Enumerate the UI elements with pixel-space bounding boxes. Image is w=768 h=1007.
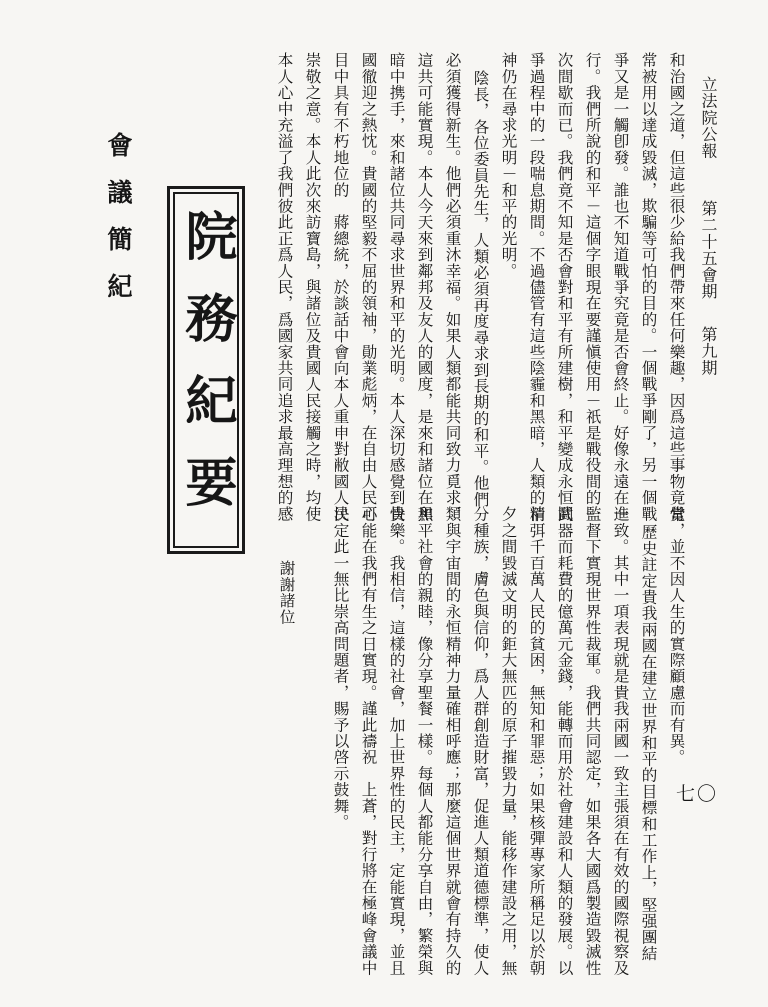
page-header-issue: 第九期 [699,326,718,376]
body-column: 監督下實現世界性裁軍。我們共同認定，如果各大國爲製造毀滅性 [583,506,602,976]
body-column: 暗中携手，來和諸位共同尋求世界和平的光明。本人深切感覺到貴 [387,52,406,522]
body-column: 本人心中充溢了我們彼此正爲人民，爲國家共同追求最高理想的感 [275,52,294,522]
body-column: 和治國之道，但這些很少給我們帶來任何樂趣，因爲這些事物竟常 [667,52,686,522]
body-column: 快樂。我相信，這樣的社會，加上世界性的民主，定能實現，並且 [387,506,406,976]
body-column: 這共可能實現。本人今天來到鄰邦及友人的國度，是來和諸位在黑 [415,52,434,522]
body-column: 類與宇宙間的永恒精神力量確相呼應；那麼這個世界就會有持久的 [443,506,462,976]
body-column: 分種族，膚色與信仰，爲人群創造財富，促進人類道德標準，使人 [471,506,490,976]
section-title-box [167,186,245,554]
body-column: 常被用以達成毀滅，欺騙等可怕的目的。一個戰爭剛了，另一個戰 [639,52,658,522]
paragraph-start-column: 歷史註定貴我兩國在建立世界和平的目標和工作上，堅强團結 [639,524,658,962]
body-column: 可能在我們有生之日實現。謹此禱祝 上蒼，對行將在極峰會議中 [359,506,378,976]
body-column: 武器而耗費的億萬元金錢，能轉而用於社會建設和人類的發展。以 [555,506,574,976]
body-column: 次間歇而已。我們竟不知是否會對和平有所建樹，和平變成永恒鬪 [555,52,574,522]
body-column: 神仍在尋求光明－和平的光明。 [499,52,518,279]
body-column: 國徹迎之熱忱。貴國的堅毅不屈的領袖，勛業彪炳，在自由人民心 [359,52,378,522]
section-title: 院務紀要 [176,209,236,537]
body-column: 爭又是一觸卽發。誰也不知道戰爭究竟是否會終止。好像永遠在進 [611,52,630,522]
page-header-period: 第二十五會期 [699,200,718,300]
body-column: 覺，並不因人生的實際顧慮而有異。 [667,506,686,766]
body-column: 行。我們所說的和平－這個字眼現在要謹愼使用－祇是戰役間的一 [583,52,602,522]
body-column: 決定此一無比崇高問題者，賜予以啓示鼓舞。 [331,506,350,830]
page-number: 七〇 [676,783,719,805]
side-category-label: 會議簡紀 [104,132,133,320]
body-column: 和平社會的親睦，像分享聖餐一樣。每個人都能分享自由，繁榮與 [415,506,434,976]
body-column: 崇敬之意。本人此次來訪寶島，與諸位及貴國人民接觸之時，均使 [303,52,322,522]
page-header-publication: 立法院公報 [699,76,718,159]
body-column: 爭過程中的一段喘息期間。不過儘管有這些陰霾和黑暗，人類的精 [527,52,546,522]
body-column: 必須獲得新生。他們必須重沐幸福。如果人類都能共同致力覓求， [443,52,462,522]
closing-column: 謝謝諸位 [277,560,296,625]
body-column: 夕之間毀滅文明的鉅大無匹的原子摧毀力量，能移作建設之用，無 [499,506,518,976]
body-column: 目中具有不朽地位的 蔣總統，於談話中會向本人重申對敝國人民 [331,52,350,522]
body-column: 一致。其中一項表現就是貴我兩國一致主張須在有效的國際視察及 [611,506,630,976]
body-column: 消弭千百萬人民的貧困，無知和罪惡；如果核彈專家所稱足以於朝 [527,506,546,976]
paragraph-start-column: 陰長，各位委員先生，人類必須再度尋求到長期的和平。他們 [471,70,490,508]
